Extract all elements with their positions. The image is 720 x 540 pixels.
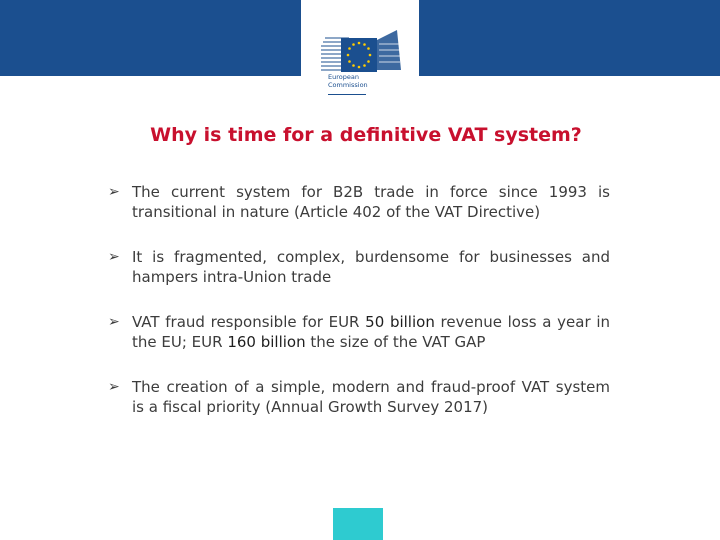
logo-wordmark	[328, 74, 368, 89]
bullet-text	[132, 313, 610, 351]
logo-line-2: Commission	[328, 80, 368, 89]
bullet-item	[108, 182, 610, 222]
bullet-list	[108, 182, 610, 442]
bottom-accent-tab	[333, 508, 383, 540]
arrow-bullet-icon: ➢	[108, 184, 120, 200]
bullet-item	[108, 312, 610, 352]
bullet-item	[108, 247, 610, 287]
fraud-amount-highlight: 50 billion	[365, 313, 435, 331]
slide-title: Why is time for a definitive VAT system?	[150, 124, 582, 146]
bullet-item	[108, 377, 610, 417]
bullet-text-part: revenue loss a year in the EU; EUR	[132, 313, 610, 351]
logo-underline	[328, 94, 366, 95]
bullet-text: It is fragmented, complex, burdensome for businesses and hampers intra-Union trade	[132, 248, 610, 286]
bullet-text: The current system for B2B trade in force since 1993 is transitional in nature (Article 402 of the VAT Directive)	[132, 183, 610, 221]
bullet-text-part: the size of the VAT GAP	[305, 333, 486, 351]
arrow-bullet-icon: ➢	[108, 249, 120, 265]
bullet-text: The creation of a simple, modern and fraud-proof VAT system is a fiscal priority (Annual Growth Survey 2017)	[132, 378, 610, 416]
bullet-text-part: VAT fraud responsible for EUR	[132, 313, 366, 331]
european-commission-logo	[301, 0, 419, 100]
arrow-bullet-icon: ➢	[108, 314, 120, 330]
arrow-bullet-icon: ➢	[108, 379, 120, 395]
vat-gap-highlight: 160 billion	[227, 333, 306, 351]
logo-line-1: European	[328, 73, 359, 81]
